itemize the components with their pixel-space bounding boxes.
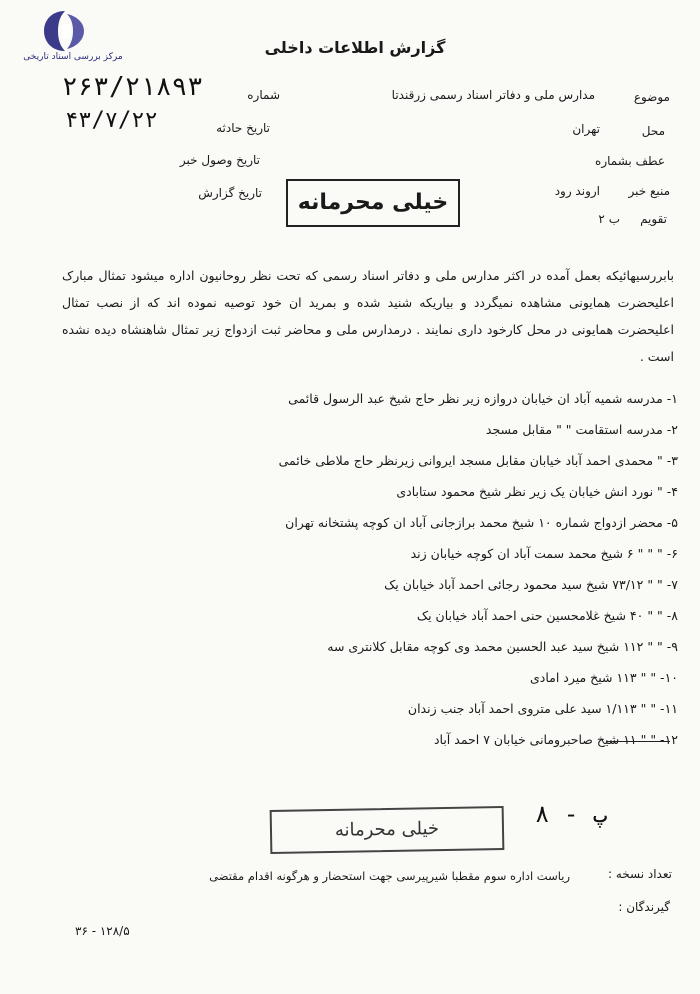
list-item: ۵- محضر ازدواج شماره ۱۰ شیخ محمد برازجانی آباد ان کوچه پشتخانه تهران (285, 515, 678, 530)
archive-logo-text: مرکز بررسی اسناد تاریخی (23, 52, 123, 62)
list-item: ۸- " " ۴۰ شیخ غلامحسین حنی احمد آباد خیابان یک (416, 608, 678, 623)
list-item: ۴- " نورد انش خیابان یک زیر نظر شیخ محمود ستابادی (396, 484, 678, 499)
list-item: ۱۰- " " ۱۱۳ شیخ میرد امادی (529, 670, 678, 685)
report-paragraph: بابررسیهائیکه بعمل آمده در اکثر مدارس ملی و دفاتر اسناد رسمی که تحت نظر روحانیون اداره میشود تمثال مبارک اعلیحضرت همایونی مشاهده نمیگردد و بیاریکه شنید شده و بمرید ان خود توصیه نموده اند که از نصب تمثال اعلیحضرت همایونی در محل کارخود داری نمایند . درمدارس ملی و محاضر ثبت ازدواج زیر تمثال شاهنشاه دیده نشده است . (62, 268, 674, 364)
source-label: منبع خبر (628, 184, 670, 198)
place-value: تهران (572, 122, 600, 136)
signature-code: ۸ - پ (535, 800, 608, 828)
report-title: گزارش اطلاعات داخلی (264, 38, 446, 57)
subject-label: موضوع (633, 90, 670, 104)
receive-date-label: تاریخ وصول خبر (179, 153, 260, 167)
reference-label: عطف بشماره (595, 154, 665, 168)
copies-label: تعداد نسخه : (607, 867, 672, 881)
report-date-label: تاریخ گزارش (198, 186, 262, 200)
list-item: ۹- " " ۱۱۲ شیخ سید عبد الحسین محمد وی کوچه مقابل کلانتری سه (327, 639, 678, 654)
number-label: شماره (247, 88, 280, 102)
form-code: ۳۶ - ۱۲۸/۵ (75, 924, 130, 938)
list-item: ۱- مدرسه شمیه آباد ان خیابان دروازه زیر نظر حاج شیخ عبد الرسول قائمی (288, 391, 678, 406)
classification-stamp: خیلی محرمانه (286, 179, 460, 227)
archive-logo (8, 6, 138, 76)
event-date-value: ۴۳/۷/۲۲ (65, 108, 158, 133)
distribution-text: ریاست اداره سوم مقطبا شیرپیرسی جهت استحضار و هرگونه اقدام مقتضی (209, 869, 570, 883)
list-item: ۱۱- " " ۱/۱۱۳ سید علی متروی احمد آباد جنب زندان (407, 701, 678, 716)
event-date-label: تاریخ حادثه (216, 121, 270, 135)
grade-label: تقویم (640, 212, 667, 226)
source-value: اروند رود (554, 184, 600, 198)
institution-list (40, 383, 678, 755)
grade-value: ب ۲ (598, 212, 620, 226)
list-item: ۷- " " ۷۳/۱۲ شیخ سید محمود رجائی احمد آباد خیابان یک (384, 577, 678, 592)
archive-logo-icon (40, 8, 90, 54)
list-item: ۲- مدرسه استقامت " " مقابل مسجد (485, 422, 678, 437)
lower-classification-stamp: خیلی محرمانه (270, 806, 505, 854)
place-label: محل (641, 124, 665, 138)
closing-rule (606, 741, 670, 742)
number-value: ۲۶۳/۲۱۸۹۳ (62, 72, 203, 102)
list-item: ۶- " " " ۶ شیخ محمد سمت آباد ان کوچه خیابان زند (410, 546, 678, 561)
list-item: ۱۲- " " ۱۱ شیخ صاحبرومانی خیابان ۷ احمد آباد (433, 732, 678, 747)
recipients-label: گیرندگان : (618, 900, 670, 914)
list-item: ۳- " محمدی احمد آباد خیابان مقابل مسجد ایروانی زیرنظر حاج ملاطی خائمی (278, 453, 678, 468)
subject-value: مدارس ملی و دفاتر اسناد رسمی زرقندتا (391, 88, 595, 102)
